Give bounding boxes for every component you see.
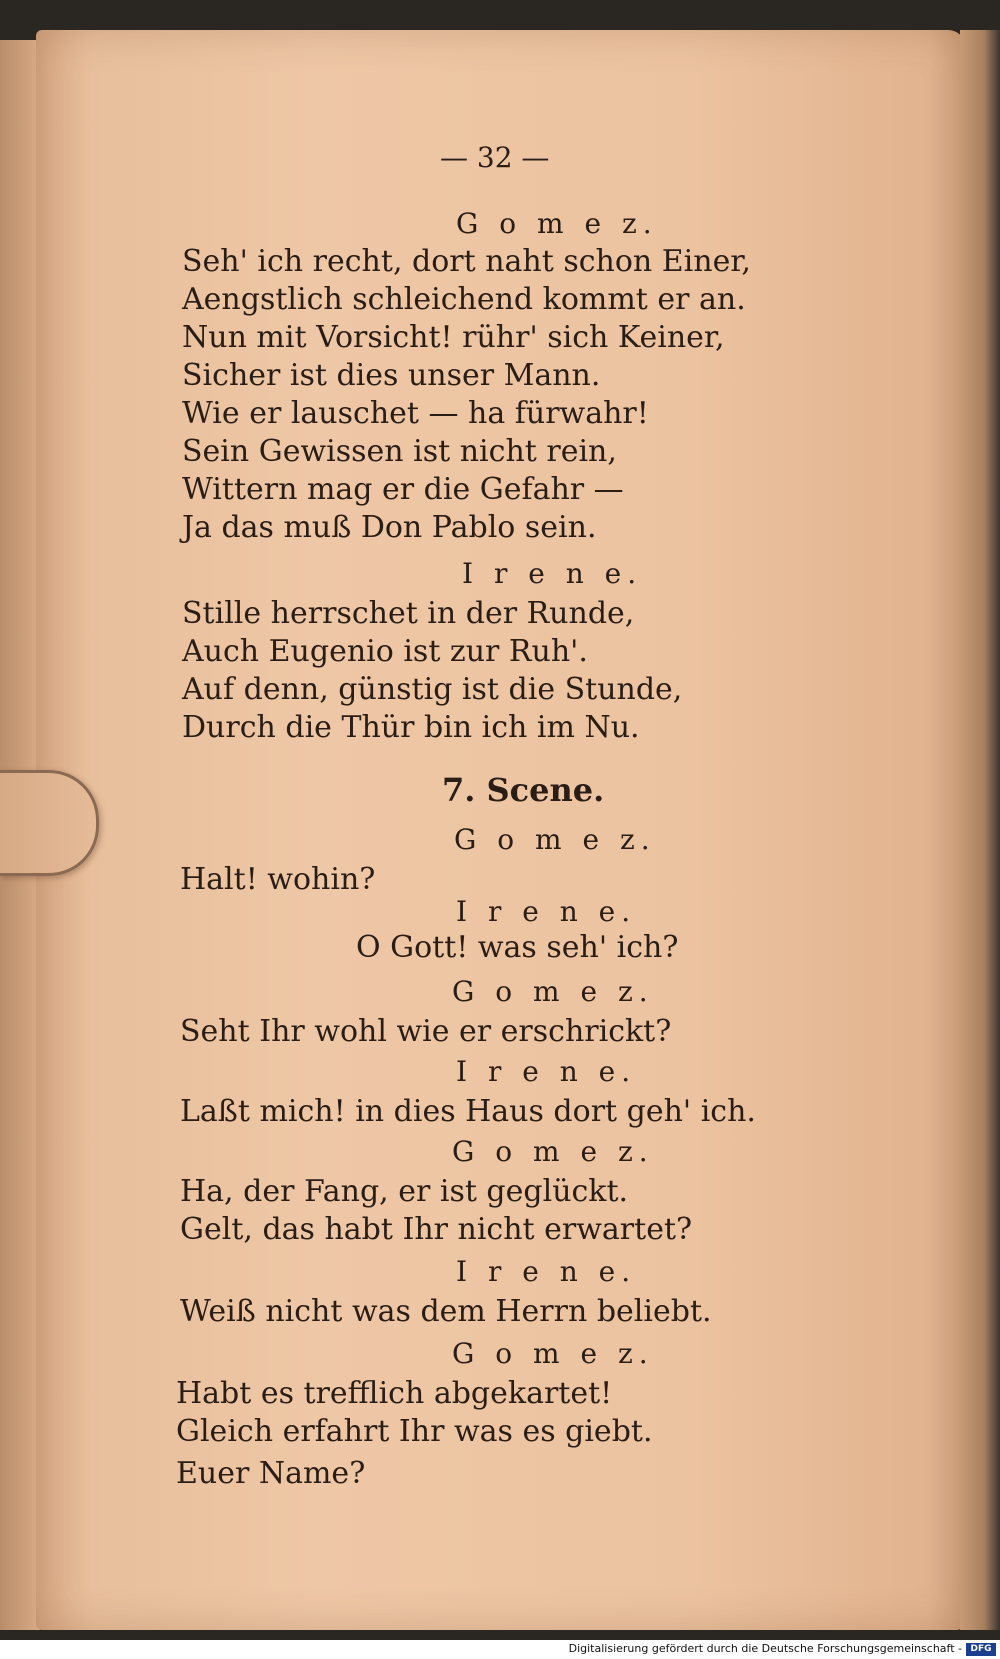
verse-line: Gelt, das habt Ihr nicht erwartet? [180, 1212, 693, 1247]
speaker-label: I r e n e. [456, 1255, 637, 1288]
verse-line: Seht Ihr wohl wie er erschrickt? [180, 1014, 672, 1049]
verse-line: Gleich erfahrt Ihr was es giebt. [176, 1414, 653, 1449]
verse-line: Halt! wohin? [180, 862, 376, 897]
verse-line: Laßt mich! in dies Haus dort geh' ich. [180, 1094, 756, 1129]
verse-line: Stille herrschet in der Runde, [182, 596, 635, 631]
dfg-logo: DFG [966, 1643, 996, 1656]
page-number: — 32 — [440, 141, 550, 174]
speaker-label: I r e n e. [456, 1055, 637, 1088]
verse-line: O Gott! was seh' ich? [356, 930, 679, 965]
verse-line: Wittern mag er die Gefahr — [182, 472, 624, 507]
verse-line: Aengstlich schleichend kommt er an. [182, 282, 746, 317]
verse-line: Habt es trefflich abgekartet! [176, 1376, 613, 1411]
speaker-label: G o m e z. [456, 207, 658, 240]
speaker-label: G o m e z. [452, 975, 654, 1008]
digitization-footer [0, 1640, 1000, 1659]
footer-credit: Digitalisierung gefördert durch die Deutsche Forschungsgemeinschaft - [568, 1642, 962, 1655]
speaker-label: G o m e z. [452, 1135, 654, 1168]
verse-line: Sein Gewissen ist nicht rein, [182, 434, 617, 469]
speaker-label: I r e n e. [456, 895, 637, 928]
speaker-label: G o m e z. [454, 823, 656, 856]
verse-line: Auf denn, günstig ist die Stunde, [182, 672, 683, 707]
verse-line: Nun mit Vorsicht! rühr' sich Keiner, [182, 320, 725, 355]
verse-line: Durch die Thür bin ich im Nu. [182, 710, 640, 745]
speaker-label: G o m e z. [452, 1337, 654, 1370]
verse-line: Wie er lauschet — ha fürwahr! [182, 396, 649, 431]
verse-line: Seh' ich recht, dort naht schon Einer, [182, 244, 751, 279]
scene-heading: 7. Scene. [442, 771, 605, 809]
speaker-label: I r e n e. [462, 557, 643, 590]
verse-line: Ha, der Fang, er ist geglückt. [180, 1174, 629, 1209]
verse-line: Sicher ist dies unser Mann. [182, 358, 601, 393]
verse-line: Auch Eugenio ist zur Ruh'. [182, 634, 588, 669]
verse-line: Weiß nicht was dem Herrn beliebt. [180, 1294, 712, 1329]
verse-line: Euer Name? [176, 1456, 366, 1491]
verse-line: Ja das muß Don Pablo sein. [182, 510, 597, 545]
